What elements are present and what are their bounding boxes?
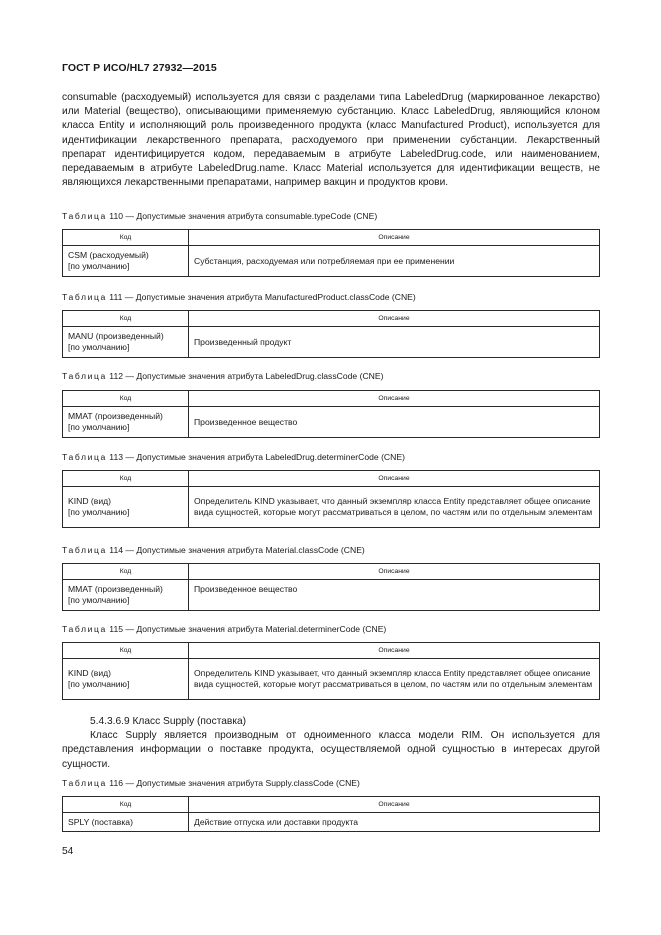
- col-desc: Описание: [189, 391, 600, 407]
- code-cell: KIND (вид) [по умолчанию]: [63, 659, 189, 700]
- table-115-caption: Таблица 115 — Допустимые значения атрибута Material.determinerCode (CNE): [62, 624, 387, 634]
- section-supply: [62, 715, 600, 772]
- col-code: Код: [63, 230, 189, 246]
- col-code: Код: [63, 643, 189, 659]
- table-115: [62, 642, 600, 700]
- code-cell: MMAT (произведенный) [по умолчанию]: [63, 407, 189, 438]
- intro-paragraph: [62, 91, 600, 190]
- col-desc: Описание: [189, 311, 600, 327]
- table-113-caption: Таблица 113 — Допустимые значения атрибута LabeledDrug.determinerCode (CNE): [62, 452, 405, 462]
- table-110-caption: Таблица 110 — Допустимые значения атрибута consumable.typeCode (CNE): [62, 211, 378, 221]
- col-desc: Описание: [189, 643, 600, 659]
- table-112-caption: Таблица 112 — Допустимые значения атрибута LabeledDrug.classCode (CNE): [62, 371, 384, 381]
- table-116: [62, 796, 600, 832]
- desc-cell: Определитель KIND указывает, что данный экземпляр класса Entity представляет общее описание вида сущностей, которые могут рассматриваться в целом, по частям или по отдельным элементам: [189, 659, 600, 700]
- table-114: [62, 563, 600, 611]
- table-116-caption: Таблица 116 — Допустимые значения атрибута Supply.classCode (CNE): [62, 778, 360, 788]
- table-row: [63, 246, 600, 277]
- section-text: Класс Supply является производным от одноименного класса модели RIM. Он используется для представления информации о поставке продукта, осуществляемой одной сущностью в интересах другой сущности.: [62, 730, 600, 770]
- code-cell: MMAT (произведенный) [по умолчанию]: [63, 580, 189, 611]
- page-number: 54: [62, 846, 74, 857]
- col-code: Код: [63, 391, 189, 407]
- col-code: Код: [63, 311, 189, 327]
- desc-cell: Произведенный продукт: [189, 327, 600, 358]
- code-cell: CSM (расходуемый) [по умолчанию]: [63, 246, 189, 277]
- table-row: [63, 813, 600, 832]
- code-cell: KIND (вид) [по умолчанию]: [63, 487, 189, 528]
- table-row: [63, 327, 600, 358]
- desc-cell: Произведенное вещество: [189, 580, 600, 611]
- col-code: Код: [63, 564, 189, 580]
- table-111: [62, 310, 600, 358]
- desc-cell: Действие отпуска или доставки продукта: [189, 813, 600, 832]
- code-cell: SPLY (поставка): [63, 813, 189, 832]
- intro-text: consumable (расходуемый) используется для связи с разделами типа LabeledDrug (маркированное лекарство) или Material (вещество), описывающими применяемую субстанцию. Класс LabeledDrug, являющийся клоном класса Entity и исполняющий роль произведенного продукта (класс Manufactured Product), используется для идентификации лекарственного препарата, расходуемого при применении субстанции. Лекарственный препарат идентифицируется кодом, передаваемым в атрибуте LabeledDrug.code, или наименованием, передаваемым в атрибуте LabeledDrug.name. Класс Material используется для идентификации веществ, не являющихся лекарственными препаратами, например вакцин и продуктов крови.: [62, 92, 600, 189]
- table-114-caption: Таблица 114 — Допустимые значения атрибута Material.classCode (CNE): [62, 545, 365, 555]
- code-cell: MANU (произведенный) [по умолчанию]: [63, 327, 189, 358]
- desc-cell: Субстанция, расходуемая или потребляемая при ее применении: [189, 246, 600, 277]
- col-desc: Описание: [189, 797, 600, 813]
- document-header: ГОСТ Р ИСО/HL7 27932—2015: [62, 62, 217, 74]
- col-code: Код: [63, 797, 189, 813]
- desc-cell: Определитель KIND указывает, что данный экземпляр класса Entity представляет общее описание вида сущностей, которые могут рассматриваться в целом, по частям или по отдельным элементам: [189, 487, 600, 528]
- section-heading: 5.4.3.6.9 Класс Supply (поставка): [90, 716, 247, 727]
- table-110: [62, 229, 600, 277]
- col-desc: Описание: [189, 471, 600, 487]
- col-code: Код: [63, 471, 189, 487]
- table-113: [62, 470, 600, 528]
- table-row: [63, 487, 600, 528]
- desc-cell: Произведенное вещество: [189, 407, 600, 438]
- col-desc: Описание: [189, 564, 600, 580]
- table-111-caption: Таблица 111 — Допустимые значения атрибута ManufacturedProduct.classCode (CNE): [62, 292, 416, 302]
- table-112: [62, 390, 600, 438]
- table-row: [63, 659, 600, 700]
- table-row: [63, 407, 600, 438]
- col-desc: Описание: [189, 230, 600, 246]
- table-row: [63, 580, 600, 611]
